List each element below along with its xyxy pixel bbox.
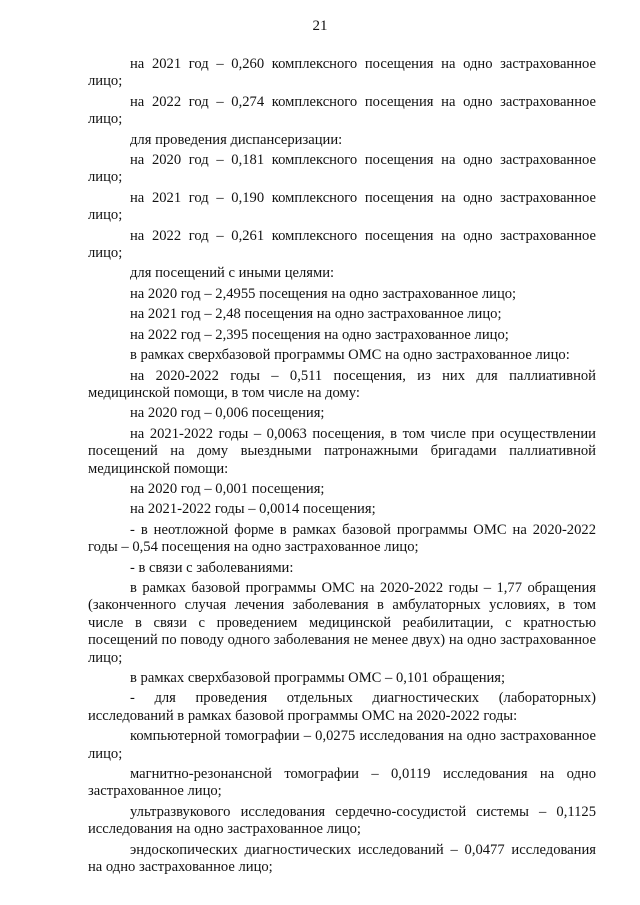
page-number: 21 — [312, 18, 328, 34]
paragraph: в рамках сверхбазовой программы ОМС – 0,101 обращения; — [130, 670, 506, 686]
paragraph: на 2021-2022 годы – 0,0063 посещения, в том числе при осуществлении посещений на дому выездными патронажными бригадами паллиативной медицинской помощи: — [88, 425, 596, 477]
document-body — [88, 56, 596, 879]
paragraph: на 2021-2022 годы – 0,0014 посещения; — [130, 501, 376, 518]
paragraph: в рамках сверхбазовой программы ОМС на одно застрахованное лицо: — [130, 347, 570, 364]
paragraph: на 2020-2022 годы – 0,511 посещения, из них для паллиативной медицинской помощи, в том числе на дому: — [88, 367, 596, 401]
paragraph: на 2020 год – 0,181 комплексного посещения на одно застрахованное лицо; — [88, 152, 596, 186]
paragraph: ультразвукового исследования сердечно-сосудистой системы – 0,1125 исследования на одно застрахованное лицо; — [88, 803, 596, 838]
paragraph: в рамках базовой программы ОМС на 2020-2022 годы – 1,77 обращения (законченного случая лечения заболевания в амбулаторных условиях, в том числе в связи с проведением медицинской реабилитации, с кратностью посещений по поводу одного заболевания не менее двух) на одно застрахованное лицо; — [88, 579, 596, 666]
paragraph: для посещений с иными целями: — [130, 265, 335, 282]
paragraph: магнитно-резонансной томографии – 0,0119 исследования на одно застрахованное лицо; — [88, 766, 596, 800]
paragraph: на 2022 год – 0,261 комплексного посещения на одно застрахованное лицо; — [88, 227, 596, 262]
paragraph: эндоскопических диагностических исследований – 0,0477 исследования на одно застрахованное лицо; — [88, 841, 596, 876]
paragraph: - в неотложной форме в рамках базовой программы ОМС на 2020-2022 годы – 0,54 посещения на одно застрахованное лицо; — [88, 521, 596, 556]
paragraph: на 2020 год – 0,006 посещения; — [130, 405, 325, 422]
paragraph: на 2021 год – 2,48 посещения на одно застрахованное лицо; — [130, 306, 502, 323]
paragraph: для проведения диспансеризации: — [130, 131, 343, 148]
paragraph: на 2020 год – 2,4955 посещения на одно застрахованное лицо; — [130, 285, 517, 302]
paragraph: - для проведения отдельных диагностических (лабораторных) исследований в рамках базовой программы ОМС на 2020-2022 годы: — [88, 690, 596, 724]
paragraph: на 2020 год – 0,001 посещения; — [130, 480, 325, 497]
paragraph: компьютерной томографии – 0,0275 исследования на одно застрахованное лицо; — [88, 728, 596, 762]
paragraph: на 2022 год – 2,395 посещения на одно застрахованное лицо; — [130, 326, 509, 343]
paragraph: на 2021 год – 0,190 комплексного посещения на одно застрахованное лицо; — [88, 189, 596, 224]
paragraph: - в связи с заболеваниями: — [130, 559, 294, 576]
paragraph: на 2021 год – 0,260 комплексного посещения на одно застрахованное лицо; — [88, 56, 596, 90]
paragraph: на 2022 год – 0,274 комплексного посещения на одно застрахованное лицо; — [88, 93, 596, 128]
